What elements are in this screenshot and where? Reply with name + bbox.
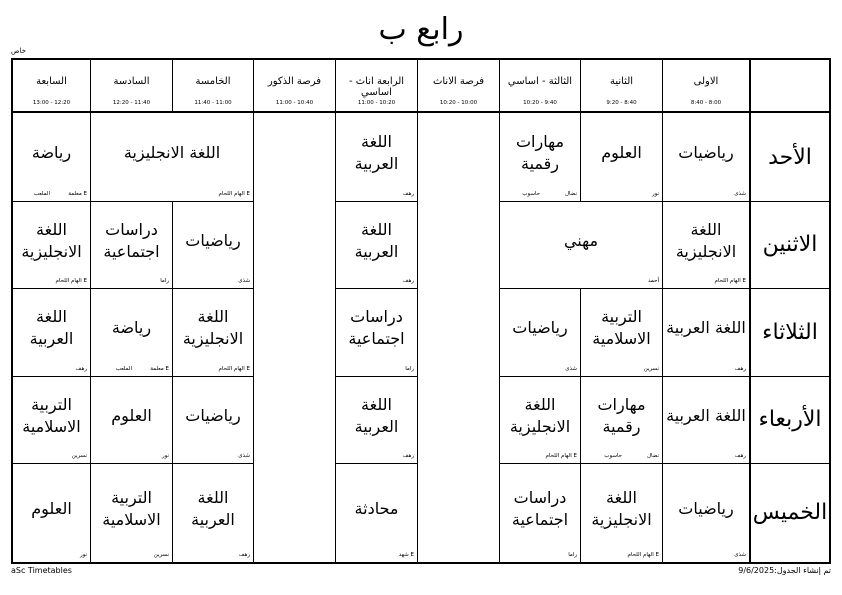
lesson-cell[interactable] (580, 288, 662, 376)
lesson-subject: مهارات رقمية (515, 132, 565, 173)
lesson-cell[interactable] (335, 376, 417, 463)
lesson-teacher: نضال (647, 453, 659, 459)
period-name: فرصة الذكور (267, 76, 322, 87)
lesson-cell[interactable] (499, 113, 580, 201)
day-label: الثلاثاء (749, 288, 829, 376)
lesson-cell[interactable] (662, 288, 749, 376)
lesson-cell[interactable] (172, 463, 253, 562)
lesson-subject: مهارات رقمية (597, 394, 646, 436)
period-name: فرصة الاناث (432, 76, 485, 87)
lesson-cell[interactable] (662, 201, 749, 288)
lesson-teacher: رهف (402, 191, 414, 197)
period-time: 12:20 - 13:00 (32, 100, 71, 106)
lesson-teacher: رهف (402, 278, 414, 284)
lesson-subject: العلوم (31, 498, 72, 518)
lesson-cell[interactable] (580, 463, 662, 562)
lesson-teacher: رهف (402, 453, 414, 459)
lesson-cell[interactable] (335, 463, 417, 562)
lesson-cell[interactable] (580, 376, 662, 463)
lesson-teacher: راما (160, 278, 169, 284)
lesson-cell[interactable] (499, 376, 580, 463)
day-label: الخميس (749, 463, 829, 562)
day-label: الاثنين (749, 201, 829, 288)
lesson-teacher: E الهام اللحام (545, 453, 577, 459)
period-header (662, 60, 749, 111)
lesson-room: الملعب (33, 191, 50, 197)
period-time: 11:40 - 12:20 (112, 100, 151, 106)
lesson-teacher: نور (161, 453, 169, 459)
lesson-subject: رياضيات (512, 318, 568, 337)
lesson-subject: اللغة الانجليزية (591, 487, 652, 529)
lesson-teacher: رهف (734, 453, 746, 459)
lesson-teacher: E معلمة (150, 366, 169, 372)
lesson-teacher: راما (405, 366, 414, 372)
footer-app-name: aSc Timetables (11, 566, 72, 575)
footer-created-date: تم إنشاء الجدول:9/6/2025 (738, 566, 831, 575)
lesson-subject: محادثة (354, 498, 399, 518)
lesson-subject: اللغة الانجليزية (675, 219, 737, 261)
lesson-subject: العلوم (601, 143, 642, 162)
lesson-cell[interactable] (335, 288, 417, 376)
lesson-subject: رياضيات (185, 405, 241, 425)
lesson-cell[interactable] (90, 201, 172, 288)
lesson-teacher: شذى (734, 191, 746, 197)
lesson-subject: مهني (563, 230, 599, 250)
lesson-cell[interactable] (499, 463, 580, 562)
period-time: 11:00 - 11:40 (194, 100, 232, 106)
lesson-subject: اللغة العربية (354, 394, 399, 436)
period-time: 8:40 - 9:20 (606, 100, 637, 106)
lesson-cell[interactable] (335, 113, 417, 201)
lesson-subject: اللغة العربية (666, 318, 746, 337)
lesson-teacher: أحمد (648, 278, 659, 284)
lesson-cell[interactable] (90, 113, 253, 201)
lesson-subject: اللغة العربية (29, 307, 74, 348)
lesson-teacher: شذى (238, 278, 250, 284)
lesson-cell[interactable] (13, 463, 90, 562)
timetable-grid (11, 58, 831, 564)
period-name: السادسة (113, 76, 150, 87)
lesson-teacher: نسرين (643, 366, 659, 372)
lesson-cell[interactable] (172, 201, 253, 288)
period-name: السابعة (36, 76, 67, 87)
period-time: 9:40 - 10:20 (523, 100, 557, 106)
lesson-subject: التربية الاسلامية (102, 487, 161, 529)
lesson-cell[interactable] (335, 201, 417, 288)
period-time: 8:00 - 8:40 (690, 100, 722, 106)
lesson-cell[interactable] (662, 463, 749, 562)
lesson-teacher: E الهام اللحام (714, 278, 746, 284)
period-header (90, 60, 172, 111)
lesson-cell[interactable] (499, 201, 662, 288)
lesson-subject: اللغة العربية (666, 405, 746, 425)
lesson-subject: اللغة الانجليزية (21, 219, 82, 261)
lesson-cell[interactable] (662, 113, 749, 201)
lesson-subject: رياضيات (678, 498, 734, 518)
lesson-teacher: نسرين (71, 453, 87, 459)
period-time: 10:00 - 10:20 (439, 100, 478, 106)
lesson-cell[interactable] (13, 288, 90, 376)
lesson-cell[interactable] (13, 376, 90, 463)
break-column (253, 113, 335, 562)
period-header (499, 60, 580, 111)
period-name: الثانية (609, 76, 634, 87)
lesson-teacher: نسرين (153, 552, 169, 558)
lesson-cell[interactable] (90, 463, 172, 562)
lesson-teacher: رهف (734, 366, 746, 372)
period-header (417, 60, 499, 111)
lesson-teacher: شذى (238, 453, 250, 459)
lesson-teacher: E الهام اللحام (627, 552, 659, 558)
lesson-subject: رياضة (31, 143, 72, 162)
period-header (13, 60, 90, 111)
period-name: الرابعة اناث - اساسي (348, 76, 405, 98)
lesson-subject: اللغة العربية (191, 487, 235, 529)
period-name: الثالثة - اساسي (507, 76, 573, 87)
period-time: 10:40 - 11:00 (275, 100, 314, 106)
lesson-teacher: شذى (565, 366, 577, 372)
lesson-subject: دراسات اجتماعية (511, 487, 569, 529)
lesson-subject: رياضيات (185, 230, 241, 250)
period-time: 10:20 - 11:00 (357, 100, 396, 106)
lesson-room: حاسوب (604, 453, 622, 459)
lesson-subject: رياضيات (678, 143, 734, 162)
lesson-teacher: E شهد (398, 552, 414, 558)
lesson-cell[interactable] (13, 113, 90, 201)
lesson-cell[interactable] (13, 201, 90, 288)
lesson-subject: رياضة (111, 318, 152, 337)
lesson-subject: التربية الاسلامية (22, 394, 81, 436)
period-header (172, 60, 253, 111)
lesson-subject: اللغة الانجليزية (509, 394, 571, 436)
lesson-teacher: E الهام اللحام (218, 191, 250, 197)
lesson-subject: دراسات اجتماعية (348, 307, 405, 348)
period-header (580, 60, 662, 111)
lesson-teacher: نضال (565, 191, 577, 197)
lesson-subject: اللغة الانجليزية (182, 307, 244, 348)
lesson-room: حاسوب (522, 191, 540, 197)
lesson-subject: دراسات اجتماعية (103, 219, 160, 261)
lesson-teacher: نور (651, 191, 659, 197)
period-name: الاولى (693, 76, 719, 87)
lesson-cell[interactable] (172, 288, 253, 376)
lesson-subject: اللغة العربية (354, 132, 399, 173)
period-name: الخامسة (195, 76, 231, 87)
lesson-subject: العلوم (111, 405, 152, 425)
lesson-teacher: نور (79, 552, 87, 558)
lesson-cell[interactable] (90, 288, 172, 376)
corner-cell (749, 60, 829, 111)
lesson-room: الملعب (115, 366, 132, 372)
lesson-teacher: E الهام اللحام (55, 278, 87, 284)
page-title: رابع ب (378, 12, 464, 47)
lesson-teacher: راما (568, 552, 577, 558)
lesson-cell[interactable] (580, 113, 662, 201)
lesson-teacher: رهف (75, 366, 87, 372)
lesson-cell[interactable] (662, 376, 749, 463)
lesson-teacher: E معلمة (68, 191, 87, 197)
break-column (417, 113, 499, 562)
lesson-subject: اللغة العربية (354, 219, 399, 261)
lesson-cell[interactable] (90, 376, 172, 463)
lesson-cell[interactable] (499, 288, 580, 376)
lesson-cell[interactable] (172, 376, 253, 463)
lesson-teacher: رهف (238, 552, 250, 558)
lesson-teacher: E الهام اللحام (218, 366, 250, 372)
day-label: الأربعاء (749, 376, 829, 463)
period-header (253, 60, 335, 111)
lesson-subject: التربية الاسلامية (592, 307, 651, 348)
lesson-subject: اللغة الانجليزية (123, 143, 221, 162)
class-label: خاص (11, 47, 26, 55)
lesson-teacher: شذى (734, 552, 746, 558)
day-label: الأحد (749, 113, 829, 201)
period-header (335, 60, 417, 111)
